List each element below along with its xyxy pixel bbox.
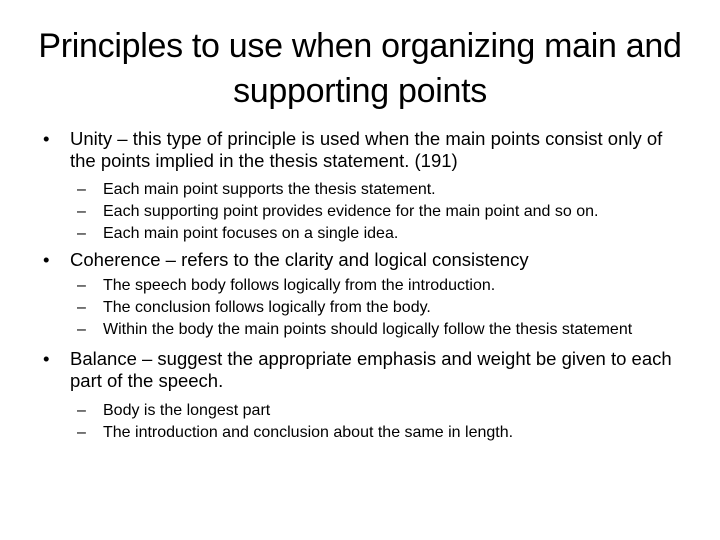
bullet-text: Coherence – refers to the clarity and logical consistency (70, 249, 529, 270)
subpoint (0, 401, 720, 420)
subpoint-text: The conclusion follows logically from the body. (103, 299, 431, 316)
subpoint-text: The introduction and conclusion about the same in length. (103, 424, 514, 441)
bullet-balance (0, 348, 720, 392)
bullet-coherence (0, 249, 720, 271)
subpoint (0, 276, 720, 295)
bullet-text: Balance – suggest the appropriate emphasis and weight be given to each part of the speech. (70, 348, 672, 391)
unity-subpoints (0, 180, 720, 243)
subpoint-text: Each main point supports the thesis statement. (103, 181, 436, 198)
subpoint-text: Each main point focuses on a single idea. (103, 225, 399, 242)
dash-marker: – (77, 181, 86, 198)
dash-marker: – (77, 299, 86, 316)
subpoint (0, 320, 720, 339)
subpoint-text: Body is the longest part (103, 402, 271, 419)
coherence-subpoints (0, 276, 720, 339)
dash-marker: – (77, 402, 86, 419)
subpoint (0, 298, 720, 317)
subpoint-text: Within the body the main points should logically follow the thesis statement (103, 321, 633, 338)
subpoint (0, 180, 720, 199)
subpoint-text: Each supporting point provides evidence for the main point and so on. (103, 203, 599, 220)
bullet-marker: • (43, 249, 50, 270)
dash-marker: – (77, 277, 86, 294)
subpoint (0, 202, 720, 221)
subpoint (0, 224, 720, 243)
bullet-text: Unity – this type of principle is used when the main points consist only of the points implied in the thesis statement. (191) (70, 128, 663, 171)
bullet-list (0, 128, 720, 442)
subpoint-text: The speech body follows logically from the introduction. (103, 277, 496, 294)
balance-subpoints (0, 401, 720, 442)
subpoint (0, 423, 720, 442)
bullet-marker: • (43, 348, 50, 369)
bullet-marker: • (43, 128, 50, 149)
dash-marker: – (77, 321, 86, 338)
bullet-unity (0, 128, 720, 172)
dash-marker: – (77, 424, 86, 441)
slide-title: Principles to use when organizing main and supporting points (38, 27, 682, 110)
dash-marker: – (77, 203, 86, 220)
dash-marker: – (77, 225, 86, 242)
